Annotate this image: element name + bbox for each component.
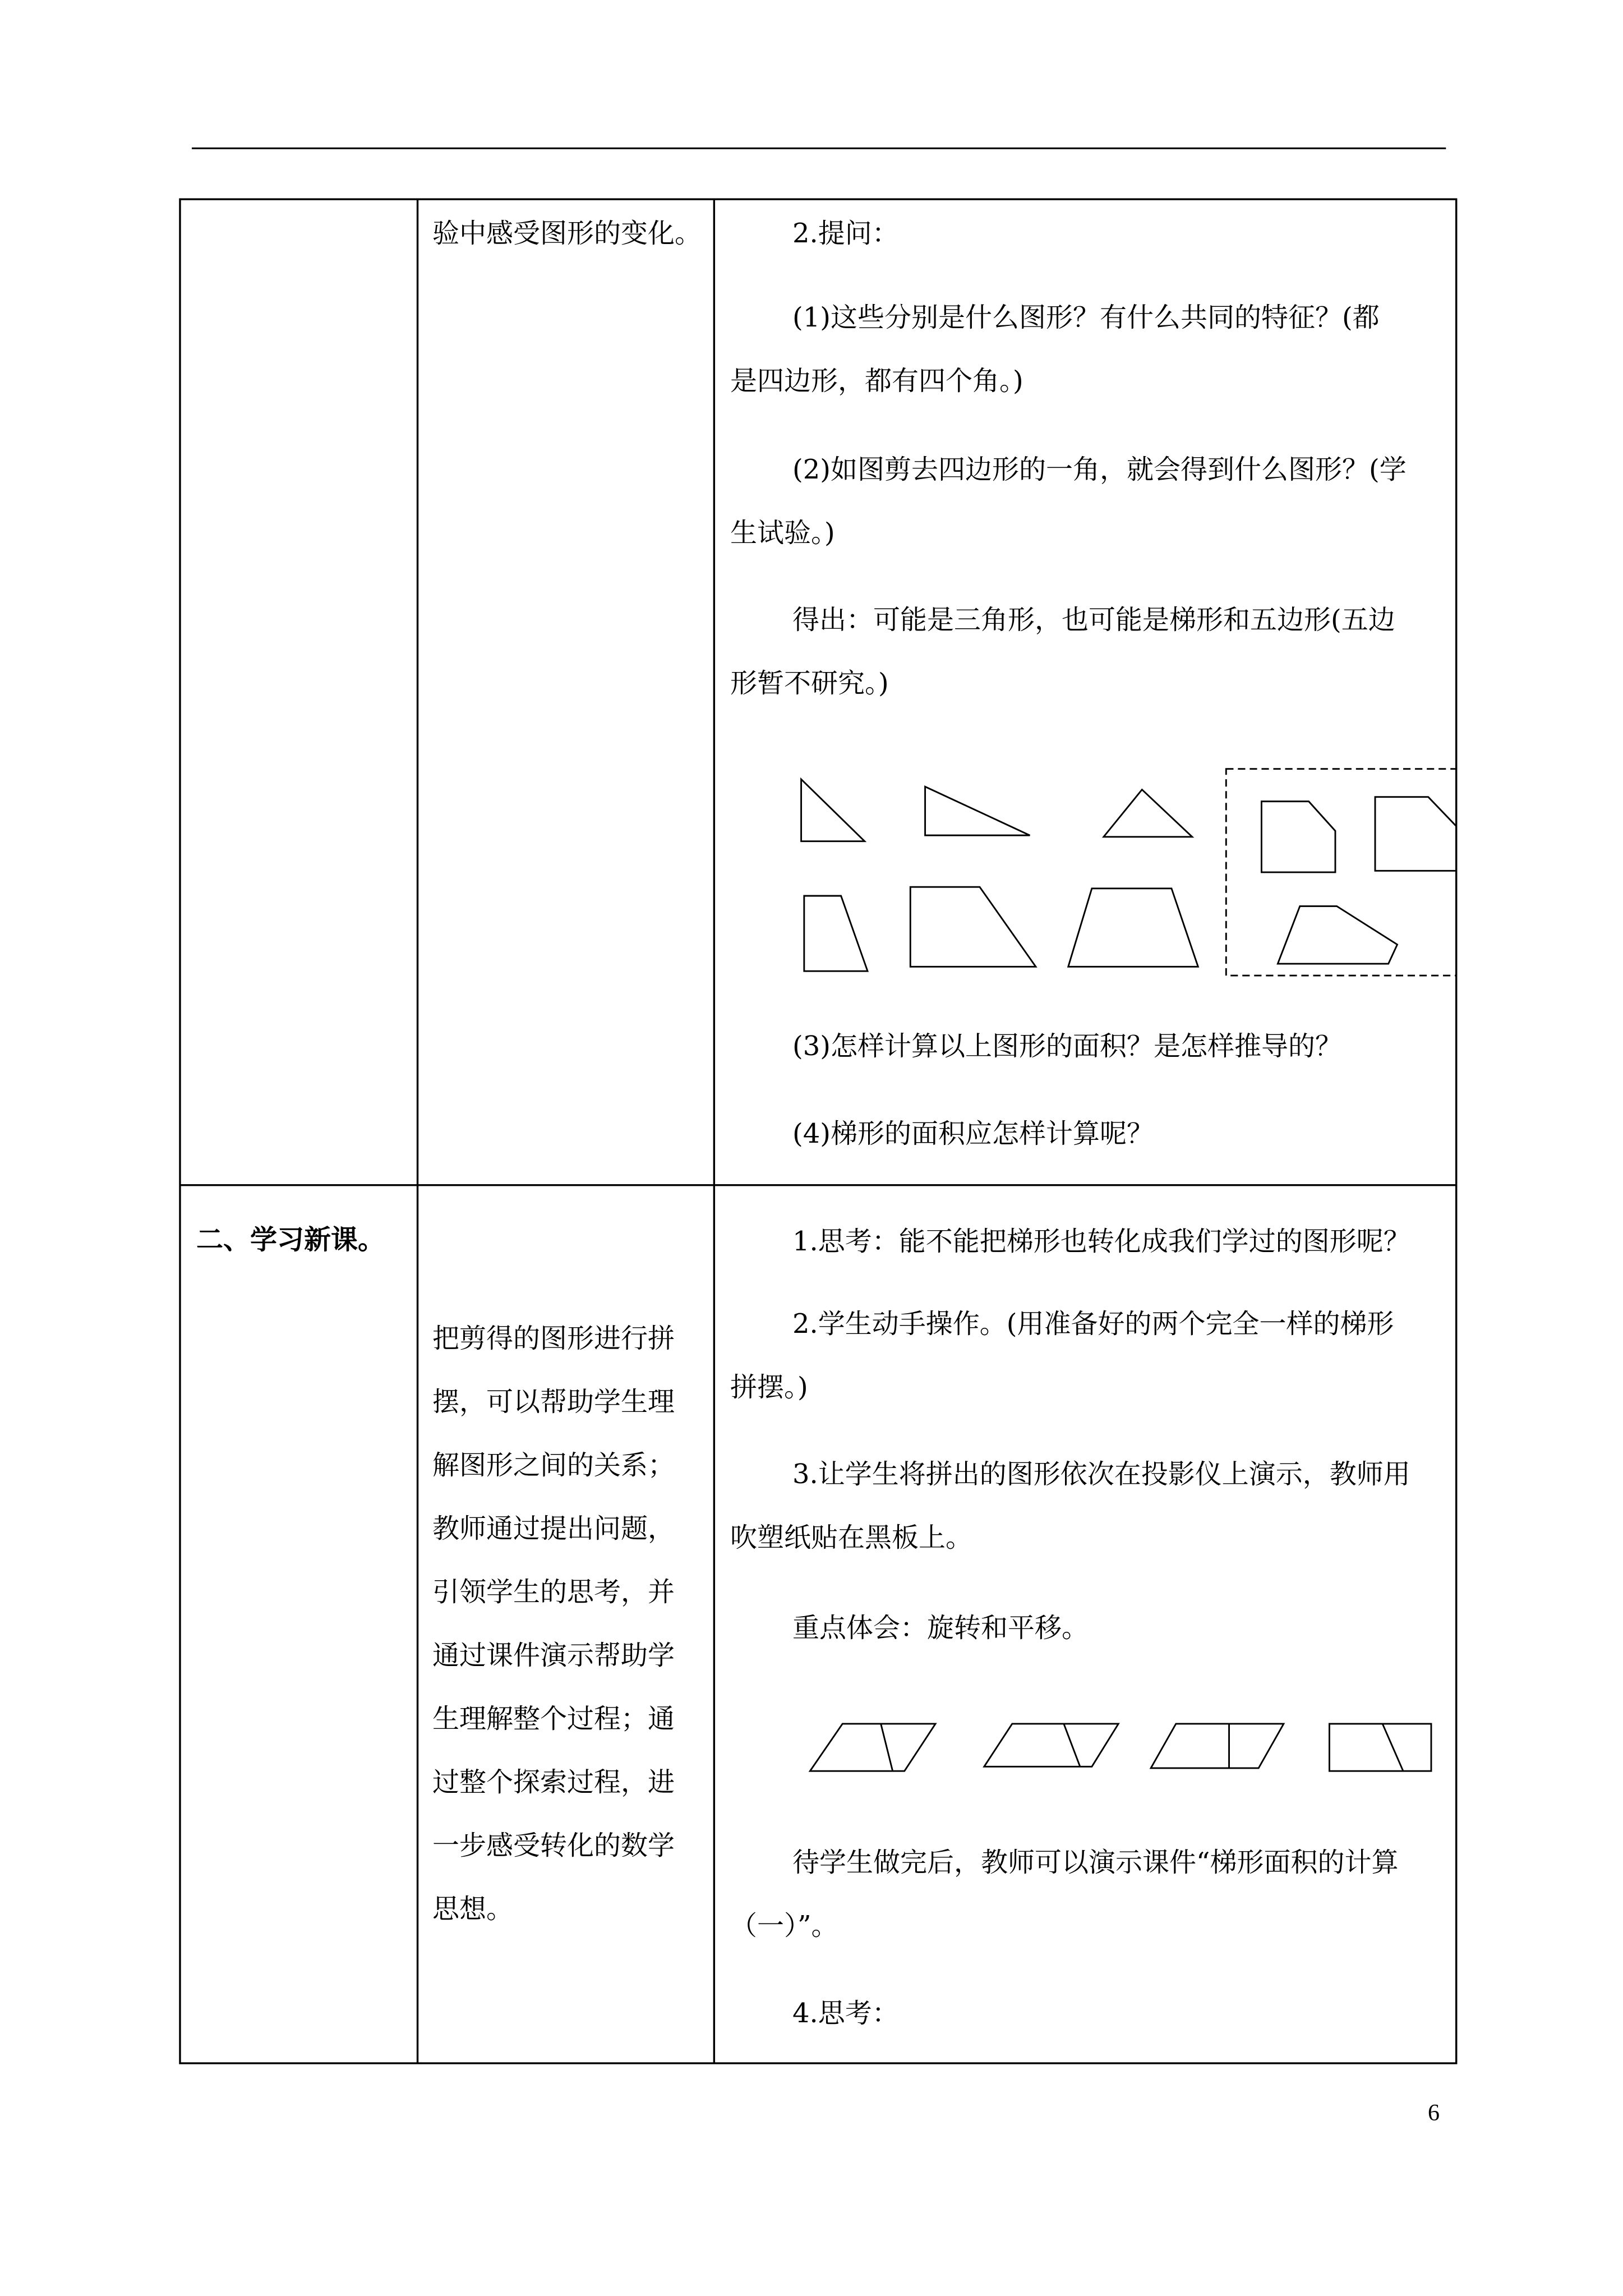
text-line: 吹塑纸贴在黑板上。 [730, 1522, 973, 1553]
text-line: 2.提问： [792, 218, 899, 249]
text-line: 过整个探索过程，进 [432, 1766, 675, 1798]
text-line: 教师通过提出问题， [432, 1513, 675, 1544]
obtuse-triangle-shape [1104, 790, 1192, 837]
design-intent-text [432, 1307, 675, 1941]
text-line: 2.学生动手操作。(用准备好的两个完全一样的梯形 [792, 1308, 1394, 1340]
process-paragraph [730, 286, 1380, 413]
text-line: 得出：可能是三角形，也可能是梯形和五边形(五边 [792, 604, 1395, 636]
right-trapezoid-shape [804, 896, 868, 971]
text-line: 摆，可以帮助学生理 [432, 1386, 675, 1418]
text-line: (2)如图剪去四边形的一角，就会得到什么图形？(学 [792, 454, 1407, 485]
process-paragraph [730, 1210, 1410, 1273]
text-line: 把剪得的图形进行拼 [432, 1323, 675, 1354]
process-paragraph [730, 1443, 1410, 1570]
text-line: 验中感受图形的变化。 [432, 218, 702, 249]
text-line: 生理解整个过程；通 [432, 1703, 675, 1734]
process-paragraph [730, 1982, 899, 2045]
join-line [1382, 1724, 1403, 1771]
process-paragraph [730, 1292, 1394, 1419]
text-line: (1)这些分别是什么图形？有什么共同的特征？(都 [792, 302, 1380, 333]
trapezoid-pairs-figure [810, 1724, 1431, 1771]
text-line: 待学生做完后，教师可以演示课件“梯形面积的计算 [792, 1847, 1399, 1878]
process-paragraph [730, 1015, 1342, 1078]
shapes-figure [801, 769, 1477, 976]
text-line: 3.让学生将拼出的图形依次在投影仪上演示，教师用 [792, 1458, 1410, 1490]
rectangle-shape [1329, 1724, 1431, 1771]
long-triangle-shape [925, 786, 1030, 835]
pentagon-shape [1278, 906, 1397, 964]
text-line: (4)梯形的面积应怎样计算呢？ [792, 1118, 1154, 1149]
text-line: 一步感受转化的数学 [432, 1830, 675, 1861]
pentagon-shape [1375, 797, 1464, 871]
design-intent-text [432, 202, 702, 265]
text-line: 是四边形，都有四个角。) [730, 365, 1023, 397]
text-line: 解图形之间的关系； [432, 1450, 675, 1481]
trapezoid-shape [1068, 889, 1198, 967]
stage-title: 二、学习新课。 [196, 1224, 385, 1255]
pentagon-shape [1261, 802, 1335, 872]
parallelogram-shape [984, 1724, 1118, 1766]
text-line: 生试验。) [730, 517, 835, 549]
text-line: 重点体会：旋转和平移。 [792, 1612, 1089, 1644]
process-paragraph [730, 588, 1395, 715]
text-line: 1.思考：能不能把梯形也转化成我们学过的图形呢？ [792, 1226, 1410, 1257]
right-trapezoid-shape [910, 887, 1036, 967]
text-line: （一）”。 [730, 1910, 838, 1941]
parallelogram-shape [810, 1724, 935, 1771]
page-number: 6 [1428, 2100, 1440, 2126]
text-line: 引领学生的思考，并 [432, 1576, 675, 1608]
process-paragraph [730, 1831, 1399, 1958]
process-paragraph [730, 1596, 1089, 1660]
text-line: 形暂不研究。) [730, 668, 889, 699]
join-line [1064, 1724, 1080, 1766]
text-line: 4.思考： [792, 1998, 899, 2029]
text-line: 拼摆。) [730, 1372, 808, 1403]
text-line: (3)怎样计算以上图形的面积？是怎样推导的？ [792, 1030, 1342, 1062]
text-line: 通过课件演示帮助学 [432, 1640, 675, 1671]
process-paragraph [730, 202, 899, 265]
text-line: 思想。 [432, 1893, 514, 1925]
right-triangle-shape [801, 779, 865, 841]
parallelogram-shape [1151, 1724, 1284, 1768]
process-paragraph [730, 438, 1407, 565]
join-line [881, 1724, 893, 1771]
process-paragraph [730, 1102, 1154, 1166]
